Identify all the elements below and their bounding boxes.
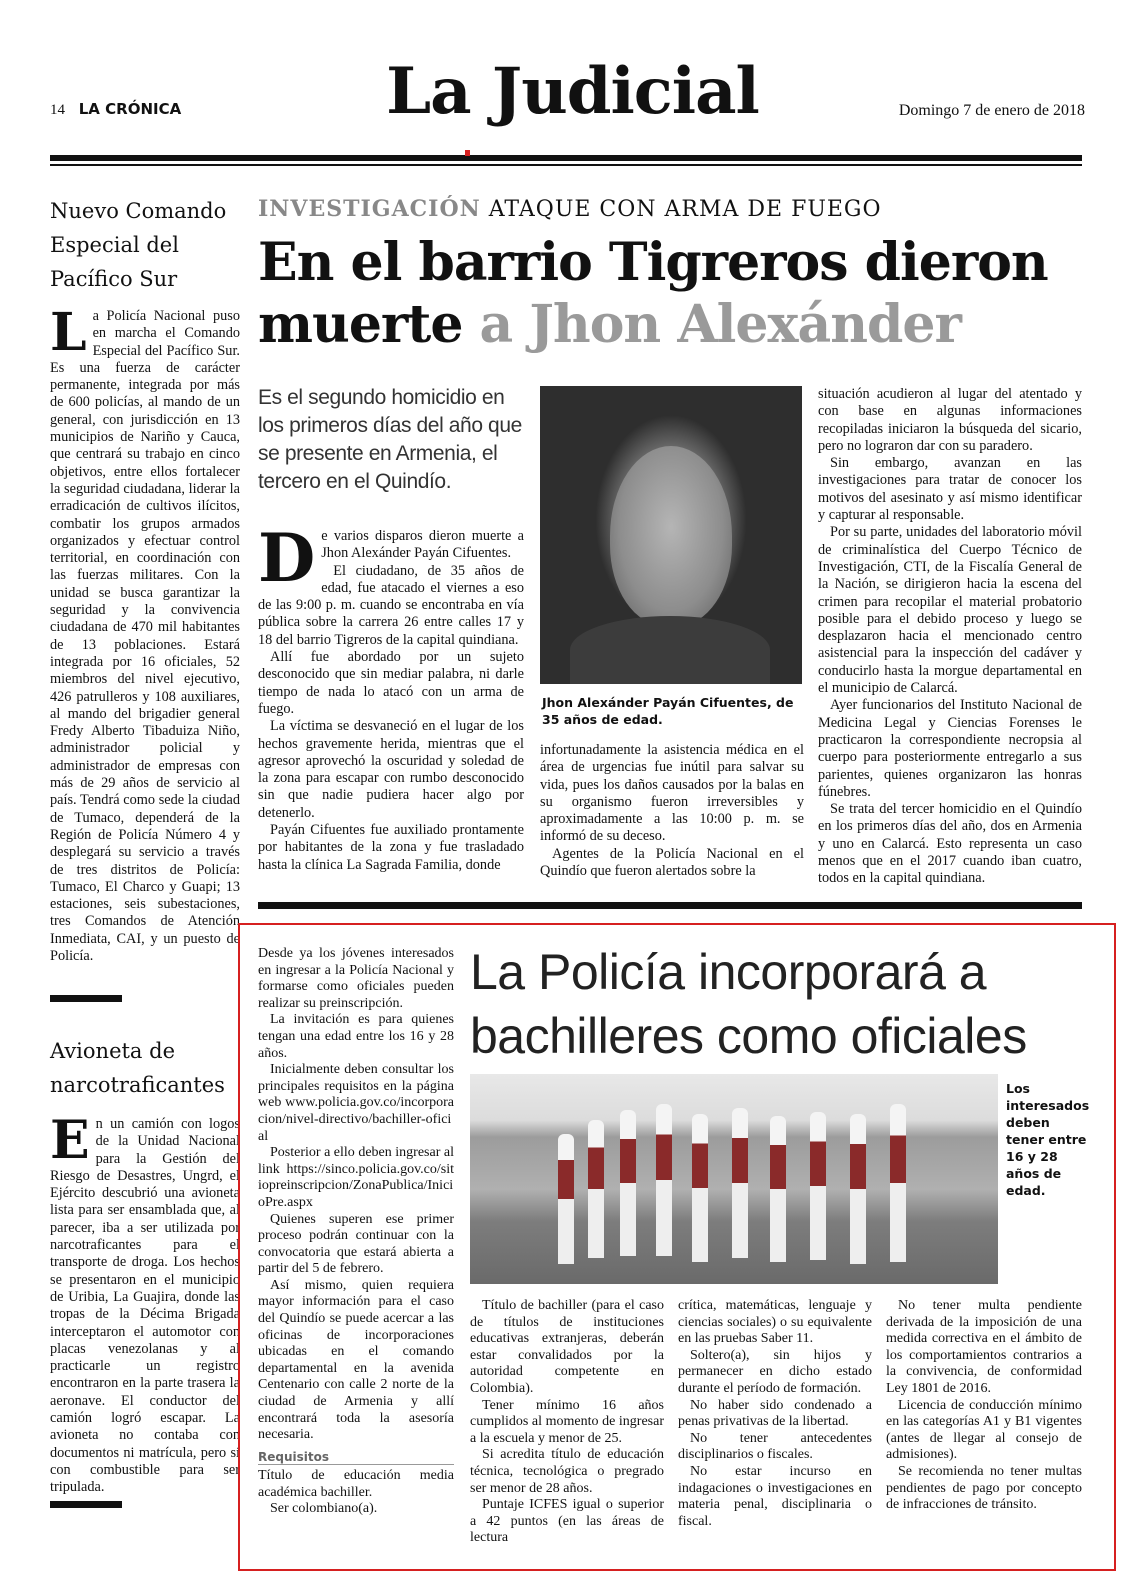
requirements-intro	[258, 1468, 454, 1518]
headline-line-1: En el barrio Tigreros dieron	[258, 232, 1048, 293]
requirement-item: Ser colombiano(a).	[270, 1501, 378, 1517]
story-kicker	[258, 196, 882, 222]
story-paragraph: El ciudadano, de 35 años de edad, fue atacado el viernes a eso de las 9:00 p. m. cuando se encontraba en vía pública sobre la carrera 26 entre calles 17 y 18 del barrio Tigreros de la capital quindiana.	[258, 562, 524, 648]
box-paragraph: Si acredita título de educación técnica, tecnológica o pregrado ser menor de 28 años.	[470, 1447, 664, 1496]
header-rule-thick	[50, 155, 1082, 161]
box-column-4	[886, 1298, 1082, 1514]
box-column-1	[258, 946, 454, 1444]
portrait-shoulders	[570, 616, 770, 684]
story-paragraph: infortunadamente la asistencia médica en el área de urgencias fue inútil para salvar su vida, pues los daños causados por la balas en su organismo fueron irreversibles y aproximadamente a las 10:00 p. m. se informó de su deceso.	[540, 742, 804, 845]
cadets-photo-caption: Los interesados deben tener entre 16 y 28 años de edad.	[1006, 1081, 1090, 1198]
sidebar2-title-line: narcotraficantes	[50, 1073, 225, 1097]
sidebar1-text: a Policía Nacional puso en marcha el Comando Especial del Pacífico Sur. Es una fuerza de carácter permanente, integrada por más de 600 policías, al mando de un general, con jurisdicción en 13 municipios de Nariño y Cauca, que centrará su trabajo en cinco objetivos, entre ellos fortalecer la seguridad ciudadana, liderar la erradicación de cultivos ilícitos, combatir los grupos armados organizados y efectuar control territorial, en coordinación con las fuerzas militares. Con la unidad se busca garantizar la seguridad y la convivencia ciudadana de 470 mil habitantes de 13 poblaciones. Estará integrada por 16 oficiales, 52 miembros del nivel ejecutivo, 426 patrulleros y 108 auxiliares, al mando del brigadier general Fredy Alberto Tibaduiza Niño, administrador policial y administrador de empresas con más de 29 años de servicio al país. Tendrá como sede la ciudad de Tumaco, dependerá de la Región de Policía Número 4 y desplegará su servicio a través de tres distritos de Policía: Tumaco, El Charco y Guapi; 13 estaciones, seis subestaciones, tres Comandos de Atención Inmediata, CAI, y un puesto de Policía.	[50, 308, 240, 964]
header-red-tick	[465, 150, 470, 156]
page-folio	[50, 100, 181, 119]
story-paragraph: e varios disparos dieron muerte a Jhon Alexánder Payán Cifuentes.	[321, 528, 524, 562]
cadet-figure	[620, 1110, 636, 1256]
story-paragraph: Sin embargo, avanzan en las investigaciones para tratar de conocer los motivos del asesinato y así mismo identificar y capturar al responsable.	[818, 455, 1082, 524]
sidebar2-end-rule	[50, 1501, 122, 1508]
issue-date: Domingo 7 de enero de 2018	[898, 102, 1085, 119]
box-paragraph: Licencia de conducción mínimo en las categorías A1 y B1 vigentes (antes de llegar al consejo de admisiones).	[886, 1397, 1082, 1463]
headline-line-2	[258, 294, 1098, 356]
story-paragraph: Ayer funcionarios del Instituto Nacional de Medicina Legal y Ciencias Forenses le practicaron la correspondiente necropsia al cuerpo para posteriormente entregarlo a sus parientes, quienes organizaron las honras fúnebres.	[818, 697, 1082, 800]
story-column-1	[258, 519, 524, 874]
sidebar2-drop-cap: E	[50, 1110, 90, 1171]
section-title: La Judicial	[386, 54, 759, 129]
header-rule-thin	[50, 164, 1082, 166]
story-paragraph: Se trata del tercer homicidio en el Quindío en los primeros días del año, dos en Armenia y uno en Calarcá. Esto representa un caso menos que en el 2017 cuando iban cuatro, todos en la capital quindiana.	[818, 801, 1082, 887]
requirement-item: Título de educación media académica bachiller.	[258, 1468, 454, 1500]
story-paragraph: La víctima se desvaneció en el lugar de los hechos gravemente herida, mientras que el agresor aprovechó la oscuridad y soledad de la zona para escapar con rumbo desconocido sin que nadie pudiera hacer algo por detenerlo.	[258, 718, 524, 821]
story-paragraph: Payán Cifuentes fue auxiliado prontamente por habitantes de la zona y fue trasladado hasta la clínica La Sagrada Familia, donde	[258, 822, 524, 873]
box-paragraph: Desde ya los jóvenes interesados en ingresar a la Policía Nacional y formarse como oficiales pueden realizar su preinscripción.	[258, 946, 454, 1011]
box-column-2	[470, 1298, 664, 1547]
story-paragraph: Por su parte, unidades del laboratorio móvil de criminalística del Cuerpo Técnico de Investigación, CTI, de la Fiscalía General de la Nación, se dirigieron hacia la escena del crimen para recopilar el material probatorio posible para el debido proceso y luego se desplazaron hacia el mencionado centro asistencial para la inspección del cadáver y conducirlo hasta la morgue departamental en el municipio de Calarcá.	[818, 524, 1082, 697]
story-paragraph: situación acudieron al lugar del atentado y con base en algunas informaciones recopiladas iniciaron la búsqueda del sicario, pero no lograron dar con su paradero.	[818, 386, 1082, 454]
box-paragraph: No tener antecedentes disciplinarios o fiscales.	[678, 1430, 872, 1463]
cadet-figure	[588, 1120, 604, 1258]
box-paragraph: Soltero(a), sin hijos y permanecer en dicho estado durante el período de formación.	[678, 1347, 872, 1396]
sidebar1-title-line: Pacífico Sur	[50, 267, 178, 291]
requirements-label: Requisitos	[258, 1450, 454, 1465]
box-paragraph: Inicialmente deben consultar los principales requisitos en la página web www.policia.gov.co/incorporacion/nivel-directivo/bachiller-oficial	[258, 1062, 454, 1144]
story-paragraph: Allí fue abordado por un sujeto desconocido que sin mediar palabra, ni darle tiempo de nada lo atacó con un arma de fuego.	[258, 649, 524, 717]
box-paragraph: Puntaje ICFES igual o superior a 42 puntos (en las áreas de lectura	[470, 1497, 664, 1546]
box-column-3	[678, 1298, 872, 1530]
story-drop-cap: D	[258, 519, 316, 597]
box-headline-line: bachilleres como oficiales	[470, 1008, 1027, 1064]
sidebar1-drop-cap: L	[50, 302, 87, 363]
cadet-figure	[890, 1104, 906, 1262]
paper-name: LA CRÓNICA	[78, 100, 182, 118]
cadet-figure	[558, 1134, 574, 1264]
headline-black: muerte	[258, 294, 463, 355]
cadet-figure	[692, 1114, 708, 1262]
box-paragraph: La invitación es para quienes tengan una edad entre los 16 y 28 años.	[258, 1012, 454, 1061]
sidebar1-title-line: Especial del	[50, 233, 179, 257]
cadet-figure	[850, 1114, 866, 1264]
sidebar1-end-rule	[50, 995, 122, 1002]
victim-photo-caption: Jhon Alexánder Payán Cifuentes, de 35 años de edad.	[542, 695, 794, 727]
sidebar1-title-line: Nuevo Comando	[50, 199, 227, 223]
box-paragraph: crítica, matemáticas, lenguaje y ciencias sociales) o su equivalente en las pruebas Saber 11.	[678, 1298, 872, 1347]
box-paragraph: Título de bachiller (para el caso de títulos de instituciones educativas extranjeras, deberán estar convalidados por la autoridad competente en Colombia).	[470, 1298, 664, 1396]
kicker-section: INVESTIGACIÓN	[258, 196, 481, 222]
box-paragraph: Así mismo, quien requiera mayor información para el caso del Quindío se puede acercar a las oficinas de incorporaciones ubicadas en el comando departamental en la avenida Centenario con calle 2 norte de la ciudad de Armenia y allí encontrará toda la asesoría necesaria.	[258, 1277, 454, 1443]
story-bottom-rule	[258, 902, 1082, 909]
kicker-topic: ATAQUE CON ARMA DE FUEGO	[488, 197, 882, 222]
story-headline	[258, 232, 1098, 356]
story-deck: Es el segundo homicidio en los primeros días del año que se presente en Armenia, el tercero en el Quindío.	[258, 386, 522, 493]
sidebar1-title	[50, 194, 240, 296]
sidebar2-title-line: Avioneta de	[50, 1039, 175, 1063]
box-paragraph: Posterior a ello deben ingresar al link https://sinco.policia.gov.co/sitiopreinscripcion/ZonaPublica/InicioPre.aspx	[258, 1145, 454, 1210]
story-column-2	[540, 742, 804, 880]
page-number: 14	[50, 102, 65, 118]
cadets-parade-photo	[470, 1074, 998, 1284]
sidebar2-body	[50, 1110, 240, 1497]
box-paragraph: Tener mínimo 16 años cumplidos al momento de ingresar a la escuela y menor de 25.	[470, 1397, 664, 1446]
story-paragraph: Agentes de la Policía Nacional en el Quindío que fueron alertados sobre la	[540, 845, 804, 880]
headline-grey: a Jhon Alexánder	[479, 294, 961, 355]
box-paragraph: No estar incurso en indagaciones o investigaciones en materia penal, disciplinaria o fiscal.	[678, 1463, 872, 1529]
box-paragraph: No haber sido condenado a penas privativas de la libertad.	[678, 1397, 872, 1430]
portrait-face	[610, 446, 732, 626]
cadet-figure	[810, 1112, 826, 1260]
cadet-figure	[656, 1104, 672, 1256]
box-headline-line: La Policía incorporará a	[470, 944, 987, 1000]
cadet-figure	[770, 1116, 786, 1262]
sidebar2-title	[50, 1034, 240, 1102]
box-paragraph: No tener multa pendiente derivada de la imposición de una medida correctiva en el ámbito de los comportamientos contrarios a la convivencia, de conformidad Ley 1801 de 2016.	[886, 1298, 1082, 1396]
sidebar1-body	[50, 302, 240, 965]
box-headline	[470, 940, 1110, 1068]
box-paragraph: Quienes superen ese primer proceso podrán continuar con la convocatoria que estará abierta a partir del 5 de febrero.	[258, 1211, 454, 1277]
story-column-3	[818, 386, 1082, 888]
cadet-figure	[732, 1108, 748, 1258]
sidebar2-text: n un camión con logos de la Unidad Nacional para la Gestión del Riesgo de Desastres, Ungrd, el Ejército descubrió una avioneta lista para ser ensamblada que, al parecer, iba a ser utilizada por narcotraficantes para el transporte de droga. Los hechos se presentaron en el municipio de Uribia, La Guajira, donde las tropas de la Décima Brigada interceptaron el automotor con placas venezolanas y al practicarle un registro encontraron en la parte trasera la aeronave. El conductor del camión logró escapar. La avioneta no contaba con documentos ni matrícula, pero sí con combustible para ser tripulada.	[50, 1116, 240, 1496]
victim-photo	[540, 386, 802, 684]
box-paragraph: Se recomienda no tener multas pendientes de pago por concepto de infracciones de tránsito.	[886, 1463, 1082, 1513]
